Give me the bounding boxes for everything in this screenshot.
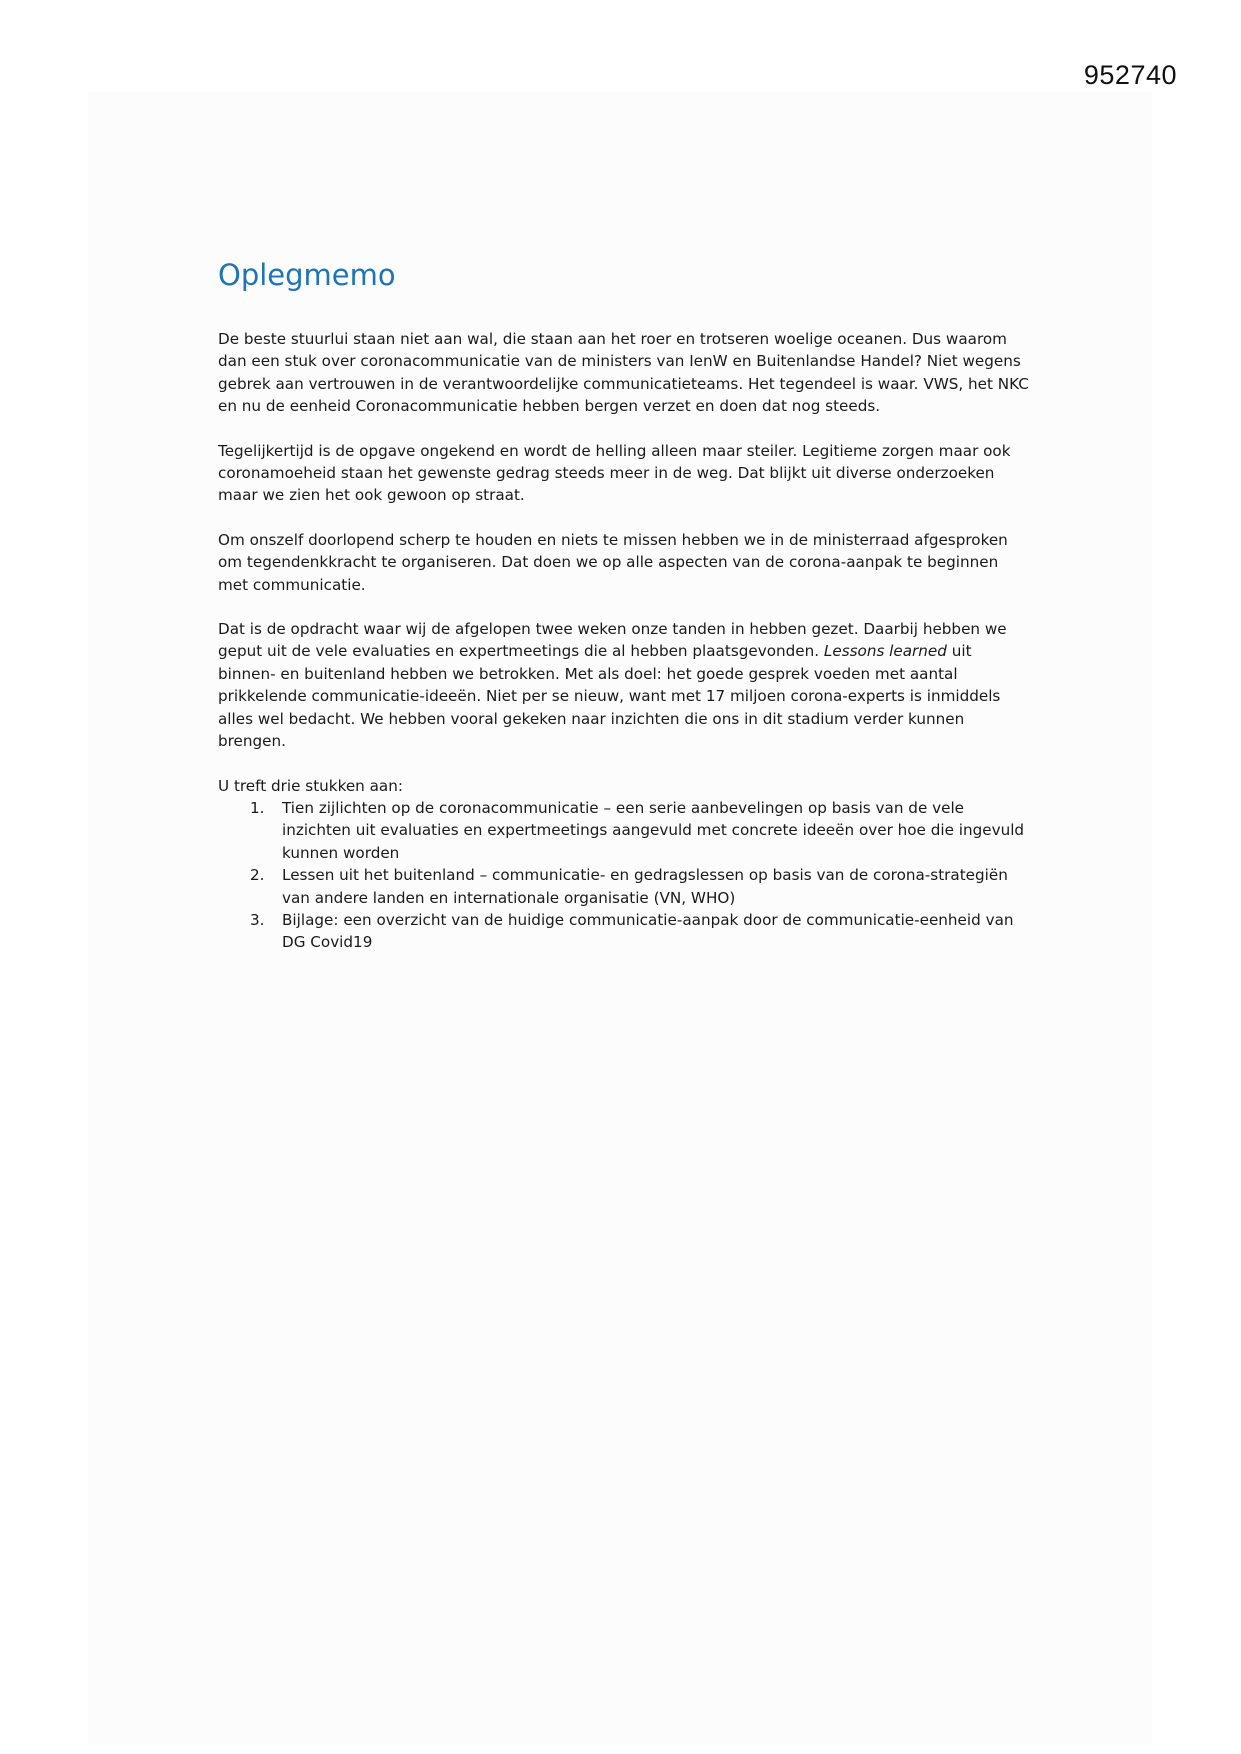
list-item-number: 1. bbox=[250, 798, 265, 817]
paragraph-3: Om onszelf doorlopend scherp te houden en niets te missen hebben we in de ministerraad afgesproken om tegendenkkracht te organiseren. Dat doen we op alle aspecten van de corona-aanpak te beginnen met communicatie. bbox=[218, 530, 1008, 594]
list-item bbox=[218, 864, 1030, 909]
list-item-number: 2. bbox=[250, 866, 265, 885]
paragraph-1: De beste stuurlui staan niet aan wal, die staan aan het roer en trotseren woelige oceanen. Dus waarom dan een stuk over coronacommunicatie van de ministers van IenW en Buitenlandse Handel? Niet wegens gebrek aan vertrouwen in de verantwoordelijke communicatieteams. Het tegendeel is waar. VWS, het NKC en nu de eenheid Coronacommunicatie hebben bergen verzet en doen dat nog steeds. bbox=[218, 330, 1029, 416]
documents-list bbox=[218, 797, 1030, 954]
list-item-text: Tien zijlichten op de coronacommunicatie – een serie aanbevelingen op basis van de vele inzichten uit evaluaties en expertmeetings aangevuld met concrete ideeën over hoe die ingevuld kunnen worden bbox=[282, 798, 1025, 862]
list-item-text: Bijlage: een overzicht van de huidige communicatie-aanpak door de communicatie-eenheid van DG Covid19 bbox=[282, 910, 1014, 952]
list-item-text: Lessen uit het buitenland – communicatie- en gedragslessen op basis van de corona-strategiën van andere landen en internationale organisatie (VN, WHO) bbox=[282, 866, 1008, 907]
memo-title: Oplegmemo bbox=[218, 258, 396, 292]
list-intro: U treft drie stukken aan: bbox=[218, 776, 403, 795]
paragraph-4-before: Dat is de opdracht waar wij de afgelopen twee weken onze tanden in hebben gezet. Daarbij hebben we geput uit de vele evaluaties en expertmeetings die al hebben plaatsgevonden. bbox=[218, 620, 1007, 661]
paragraph-4 bbox=[218, 618, 1030, 752]
list-item bbox=[218, 797, 1030, 864]
memo-body bbox=[218, 256, 1030, 954]
document-id: 952740 bbox=[1083, 60, 1177, 90]
lessons-learned-emphasis: Lessons learned bbox=[823, 642, 947, 661]
paragraph-4-after: uit binnen- en buitenland hebben we betrokken. Met als doel: het goede gesprek voeden met aantal prikkelende communicatie-ideeën. Niet per se nieuw, want met 17 miljoen corona-experts is inmiddels alles wel bedacht. We hebben vooral gekeken naar inzichten die ons in dit stadium verder kunnen brengen. bbox=[218, 642, 1001, 751]
list-item-number: 3. bbox=[250, 910, 265, 929]
list-item bbox=[218, 909, 1030, 954]
paragraph-2: Tegelijkertijd is de opgave ongekend en wordt de helling alleen maar steiler. Legitieme zorgen maar ook coronamoeheid staan het gewenste gedrag steeds meer in de weg. Dat blijkt uit diverse onderzoeken maar we zien het ook gewoon op straat. bbox=[218, 441, 1011, 505]
